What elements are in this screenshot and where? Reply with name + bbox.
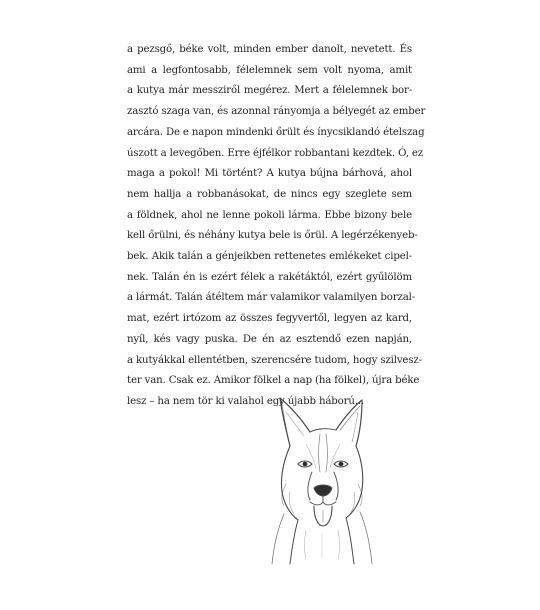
- text-line: maga a pokol! Mi történt? A kutya bújna bárhová, ahol: [127, 168, 412, 180]
- text-line: a kutyákkal ellentétben, szerencsére tudom, hogy szilvesz-: [127, 354, 422, 366]
- text-line: úszott a levegőben. Erre éjfélkor robbantani kezdtek. Ó, ez: [127, 147, 423, 159]
- text-line: a pezsgő, béke volt, minden ember danolt, nevetett. És: [127, 44, 412, 55]
- story-text: [127, 40, 426, 413]
- text-line: nek. Talán én is ezért félek a rakétáktól, ezért gyűlölöm: [127, 271, 412, 283]
- text-line: ami a legfontosabb, félelemnek sem volt nyoma, amit: [127, 64, 412, 76]
- text-line: a földnek, ahol ne lenne pokoli lárma. Ebbe bizony bele: [127, 209, 412, 221]
- text-line: nem hallja a robbanásokat, de nincs egy szeglete sem: [127, 188, 412, 200]
- text-line: zasztó szaga van, és azonnal rányomja a bélyegét az ember: [127, 106, 426, 118]
- text-line: a lármát. Talán átéltem már valamikor valamilyen borzal-: [127, 292, 416, 304]
- text-line: bek. Akik talán a génjeikben rettenetes emlékeket cipel-: [127, 251, 412, 263]
- text-line: nyíl, kés vagy puska. De én az esztendő ezen napján,: [127, 333, 412, 345]
- text-line: lesz – ha nem tör ki valahol egy újabb háború...: [127, 395, 365, 407]
- text-line: kell őrülni, és néhány kutya bele is őrül. A legérzékenyeb-: [127, 230, 418, 242]
- text-line: a kutya már messziről megérez. Mert a félelemnek bor-: [127, 85, 412, 97]
- text-line: arcára. De e napon mindenki őrült és ínycsiklandó ételszag: [127, 126, 425, 138]
- text-line: mat, ezért irtózom az összes fegyvertől, legyen az kard,: [127, 313, 412, 325]
- husky-dog-sketch-icon: [262, 388, 382, 573]
- text-line: ter van. Csak ez. Amikor fölkel a nap (ha fölkel), újra béke: [127, 375, 420, 387]
